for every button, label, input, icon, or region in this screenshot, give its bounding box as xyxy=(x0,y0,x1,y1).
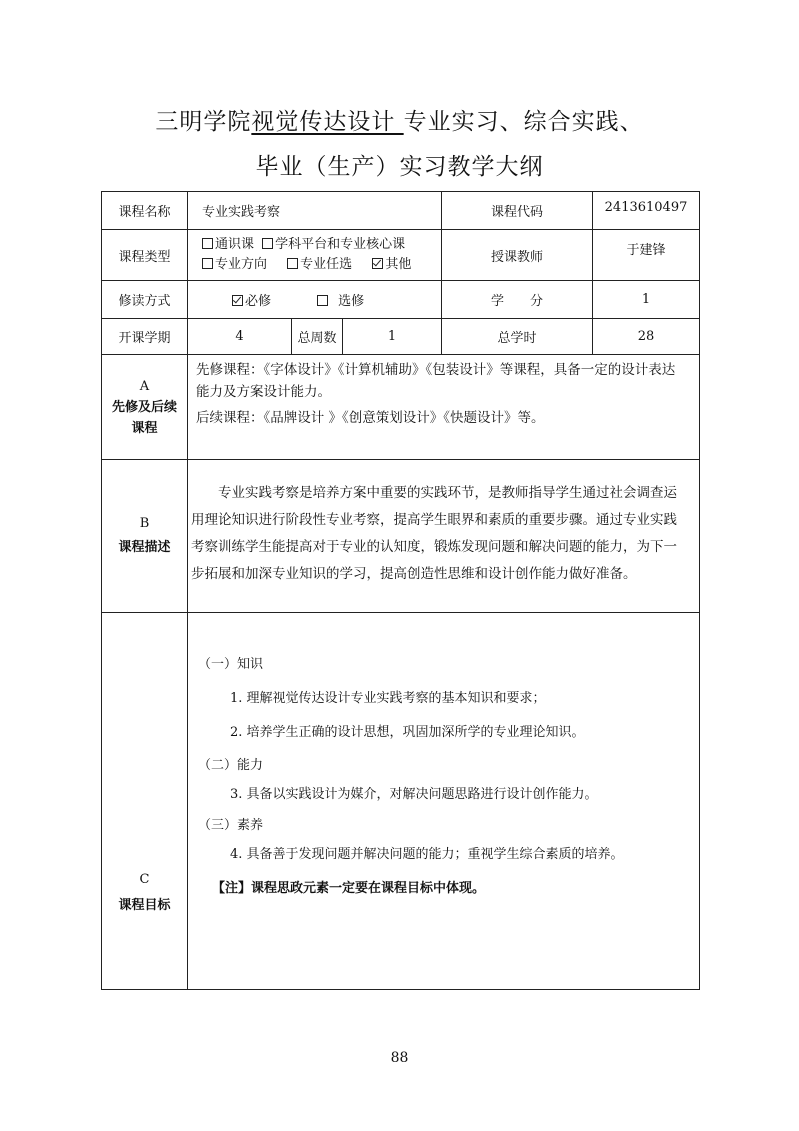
total-hours-value: 28 xyxy=(593,319,700,355)
description-line: 步拓展和加深专业知识的学习，提高创造性思维和设计创作能力做好准备。 xyxy=(191,566,637,582)
option-elective[interactable]: 选修 xyxy=(317,290,364,309)
document-title-line1 xyxy=(0,103,799,136)
row-course-name xyxy=(102,192,700,230)
option-general[interactable]: 通识课 xyxy=(202,235,254,255)
document-title-line2: 毕业（生产）实习教学大纲 xyxy=(255,154,544,180)
teacher-label: 授课教师 xyxy=(442,230,593,281)
objective-item-4: 4. 具备善于发现问题并解决问题的能力；重视学生综合素质的培养。 xyxy=(230,847,624,862)
teacher-value: 于建锋 xyxy=(593,230,700,281)
section-b-label: 课程描述 xyxy=(118,540,171,555)
section-c-label-cell xyxy=(102,613,188,990)
checkbox-icon[interactable] xyxy=(287,258,298,269)
row-semester xyxy=(102,319,700,355)
title-suffix: 专业实习、综合实践、 xyxy=(403,109,644,135)
checked-checkbox-icon[interactable] xyxy=(372,258,383,269)
row-study-mode xyxy=(102,281,700,319)
checkbox-icon[interactable] xyxy=(317,295,328,306)
checkbox-icon[interactable] xyxy=(202,258,213,269)
objective-item-2: 2. 培养学生正确的设计思想，巩固加深所学的专业理论知识。 xyxy=(230,725,585,740)
objective-heading-knowledge: （一）知识 xyxy=(198,657,264,672)
total-hours-label: 总学时 xyxy=(442,319,593,355)
row-course-type xyxy=(102,230,700,281)
course-code-label: 课程代码 xyxy=(442,192,593,230)
description-line: 专业实践考察是培养方案中重要的实践环节，是教师指导学生通过社会调查运 xyxy=(191,485,677,501)
objective-item-1: 1. 理解视觉传达设计专业实践考察的基本知识和要求； xyxy=(230,691,546,706)
course-code-value: 2413610497 xyxy=(593,192,700,230)
option-direction[interactable]: 专业方向 xyxy=(202,255,267,275)
ideology-note: 【注】课程思政元素一定要在课程目标中体现。 xyxy=(212,881,486,896)
study-mode-label: 修读方式 xyxy=(102,281,188,319)
objective-heading-quality: （三）素养 xyxy=(198,818,264,833)
course-type-label: 课程类型 xyxy=(102,230,188,281)
course-name-label: 课程名称 xyxy=(102,192,188,230)
title-major-underlined: 视觉传达设计 xyxy=(251,109,404,135)
study-mode-options xyxy=(188,281,442,319)
total-weeks-value: 1 xyxy=(343,319,442,355)
objective-item-3: 3. 具备以实践设计为媒介，对解决问题思路进行设计创作能力。 xyxy=(230,787,598,802)
course-type-line1 xyxy=(202,235,441,255)
page-number: 88 xyxy=(390,1050,409,1066)
checkbox-icon[interactable] xyxy=(202,238,213,249)
title-prefix: 三明学院 xyxy=(155,109,252,135)
row-section-c xyxy=(102,613,700,990)
option-required[interactable]: 必修 xyxy=(232,290,271,309)
description-line: 用理论知识进行阶段性专业考察，提高学生眼界和素质的重要步骤。通过专业实践 xyxy=(191,512,677,528)
course-name-value: 专业实践考察 xyxy=(188,192,442,230)
prereq-line2: 能力及方案设计能力。 xyxy=(196,384,331,400)
row-section-b xyxy=(102,460,700,613)
section-a-letter: A xyxy=(139,378,150,394)
prereq-line1: 先修课程：《字体设计》《计算机辅助》《包装设计》等课程，具备一定的设计表达 xyxy=(196,362,676,378)
section-a-content xyxy=(188,355,700,460)
row-section-a xyxy=(102,355,700,460)
checked-checkbox-icon[interactable] xyxy=(232,295,243,306)
semester-label: 开课学期 xyxy=(102,319,188,355)
total-weeks-label: 总周数 xyxy=(292,319,343,355)
followup-courses: 后续课程：《品牌设计 》《创意策划设计》《快题设计》等。 xyxy=(196,410,545,426)
section-b-letter: B xyxy=(139,516,150,531)
credit-label: 学 分 xyxy=(442,281,593,319)
option-other[interactable]: 其他 xyxy=(372,255,411,275)
section-b-content xyxy=(188,460,700,613)
option-core[interactable]: 学科平台和专业核心课 xyxy=(262,235,405,255)
section-b-label-cell xyxy=(102,460,188,613)
credit-value: 1 xyxy=(593,281,700,319)
course-type-options xyxy=(188,230,442,281)
course-type-line2 xyxy=(202,255,441,275)
objective-heading-ability: （二）能力 xyxy=(198,758,264,773)
section-c-content xyxy=(188,613,700,990)
checkbox-icon[interactable] xyxy=(262,238,273,249)
section-c-letter: C xyxy=(139,872,150,887)
section-a-label-cell xyxy=(102,355,188,460)
option-free-elective[interactable]: 专业任选 xyxy=(287,255,352,275)
syllabus-table xyxy=(101,191,700,990)
section-c-label: 课程目标 xyxy=(118,898,171,913)
semester-value: 4 xyxy=(188,319,292,355)
description-line: 考察训练学生能提高对于专业的认知度，锻炼发现问题和解决问题的能力，为下一 xyxy=(191,539,677,555)
section-a-label: 先修及后续课程 xyxy=(111,399,177,436)
